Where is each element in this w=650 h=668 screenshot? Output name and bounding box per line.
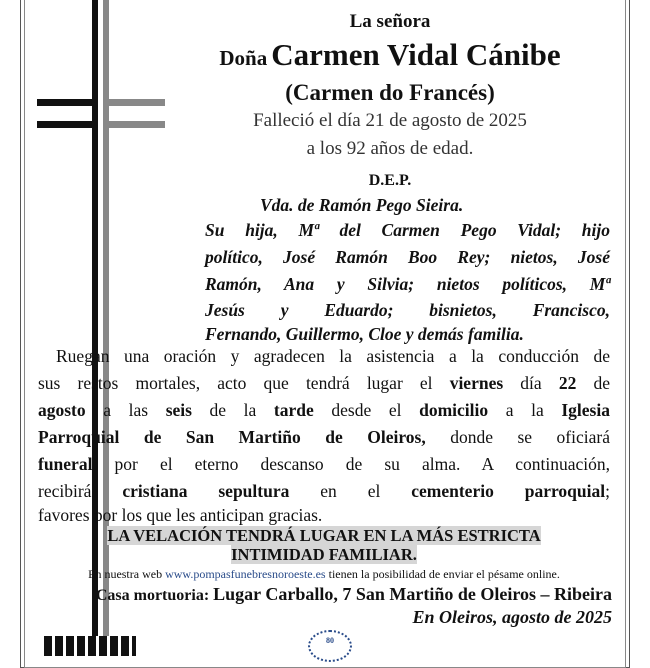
body-text-segment: a la	[488, 400, 562, 420]
body-text-segment: de	[576, 373, 610, 393]
intro: La señora	[349, 11, 431, 32]
body-text-segment: agosto	[38, 400, 86, 420]
body-text-segment: Iglesia	[561, 400, 610, 420]
family-line: Su hija, Mª del Carmen Pego Vidal; hijo	[205, 220, 610, 240]
body-text-segment: ;	[605, 481, 610, 501]
body-text-segment: cementerio parroquial	[411, 481, 606, 501]
body-text-segment: tarde	[273, 400, 314, 420]
web-note: En nuestra web www.pompasfunebresnoroeste.es tienen la posibilidad de enviar el pésame online.	[88, 567, 560, 581]
body-line	[38, 347, 610, 366]
body-text-segment: seis	[165, 400, 192, 420]
nickname: (Carmen do Francés)	[285, 80, 495, 105]
vigil-notice-line-1: LA VELACIÓN TENDRÁ LUGAR EN LA MÁS ESTRICTA	[107, 526, 541, 545]
body-text-segment: recibirá	[38, 481, 123, 501]
body-text-segment: de la	[191, 400, 274, 420]
body-text-segment: favores por los que les anticipan gracias.	[38, 505, 323, 525]
body-text-segment: Parroquial de San Martiño de Oleiros,	[38, 427, 426, 447]
name-prefix: Doña	[219, 46, 268, 70]
website-link[interactable]: www.pompasfunebresnoroeste.es	[165, 567, 326, 581]
body-text-segment: viernes	[449, 373, 504, 393]
family-line: Vda. de Ramón Pego Sieira.	[260, 195, 464, 215]
vigil-notice-line-2: INTIMIDAD FAMILIAR.	[231, 545, 417, 564]
body-text-segment: domicilio	[419, 400, 489, 420]
body-line	[38, 428, 610, 447]
family-line: político, José Ramón Boo Rey; nietos, José	[205, 247, 610, 267]
family-line: Ramón, Ana y Silvia; nietos políticos, Mª	[205, 274, 610, 294]
body-line	[38, 506, 610, 525]
closing: En Oleiros, agosto de 2025	[412, 607, 612, 627]
death-date: Falleció el día 21 de agosto de 2025	[253, 110, 527, 131]
body-text-segment: 22	[558, 373, 577, 393]
body-text-segment: en el	[289, 481, 412, 501]
full-name: Carmen Vidal Cánibe	[271, 37, 561, 72]
qr-code[interactable]	[44, 636, 136, 656]
company-logo: 80	[308, 630, 352, 662]
family-line: Jesús y Eduardo; bisnietos, Francisco,	[205, 300, 610, 320]
body-line	[38, 482, 610, 501]
body-text-segment: sus restos mortales, acto que tendrá lugar el	[38, 373, 450, 393]
rip: D.E.P.	[368, 172, 412, 189]
deceased-name	[180, 38, 600, 72]
body-text-segment: donde se oficiará	[425, 427, 610, 447]
family-line: Fernando, Guillermo, Cloe y demás familia.	[205, 324, 524, 344]
age: a los 92 años de edad.	[306, 138, 474, 159]
body-text-segment: a las	[85, 400, 166, 420]
funeral-home-address: Casa mortuoria: Lugar Carballo, 7 San Martiño de Oleiros – Ribeira	[95, 584, 612, 604]
body-line	[38, 374, 610, 393]
body-line	[38, 455, 610, 474]
body-text-segment: por el eterno descanso de su alma. A continuación,	[92, 454, 610, 474]
body-text-segment: funeral	[38, 454, 93, 474]
body-text-segment: Ruegan una oración y agradecen la asistencia a la conducción de	[56, 346, 610, 366]
body-text-segment: cristiana sepultura	[122, 481, 290, 501]
body-text-segment: día	[503, 373, 559, 393]
body-line	[38, 401, 610, 420]
body-text-segment: desde el	[313, 400, 420, 420]
